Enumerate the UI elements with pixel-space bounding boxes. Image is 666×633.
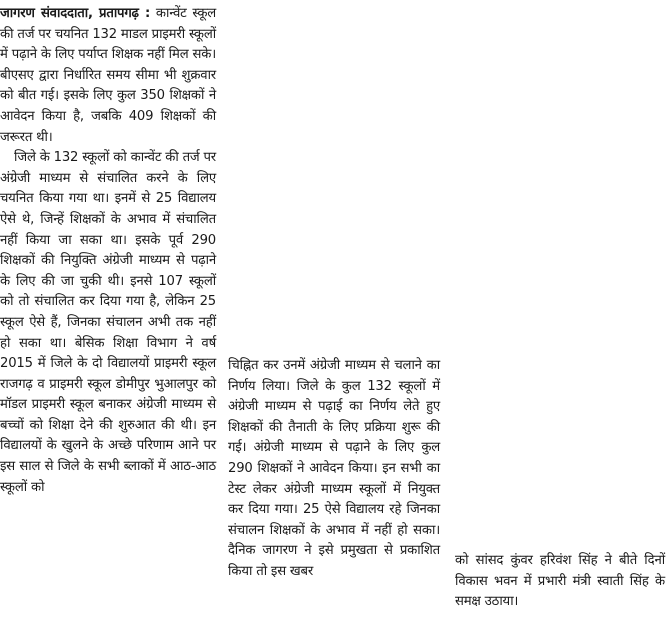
article-paragraph-3: चिह्नित कर उनमें अंग्रेजी माध्यम से चलाने का निर्णय लिया। जिले के कुल 132 स्कूलों में अंग्रेजी माध्यम से पढ़ाई का निर्णय लेते हुए शिक्षकों की तैनाती के लिए प्रक्रिया शुरू की गई। अंग्रेजी माध्यम से पढ़ाने के लिए कुल 290 शिक्षकों ने आवेदन किया। इन सभी का टेस्ट लेकर अंग्रेजी माध्यम स्कूलों में नियुक्त कर दिया गया। 25 ऐसे विद्यालय रहे जिनका संचालन शिक्षकों के अभाव में नहीं हो सका। दैनिक जागरण ने इसे प्रमुखता से प्रकाशित किया तो इस खबर <box>228 358 440 579</box>
article-column-1 <box>0 4 216 498</box>
article-paragraph-1 <box>0 4 216 148</box>
article-paragraph-4: को सांसद कुंवर हरिवंश सिंह ने बीते दिनों विकास भवन में प्रभारी मंत्री स्वाती सिंह के समक्ष उठाया। <box>455 553 665 610</box>
dateline: जागरण संवाददाता, प्रतापगढ़ : <box>0 6 151 21</box>
article-column-3 <box>455 551 665 613</box>
article-paragraph-2: जिले के 132 स्कूलों को कान्वेंट की तर्ज पर अंग्रेजी माध्यम से संचालित करने के लिए चयनित किया गया था। इनमें से 25 विद्यालय ऐसे थे, जिन्हें शिक्षकों के अभाव में संचालित नहीं किया जा सका था। इसके पूर्व 290 शिक्षकों की नियुक्ति अंग्रेजी माध्यम से पढ़ाने के लिए की जा चुकी थी। इनसे 107 स्कूलों को तो संचालित कर दिया गया है, लेकिन 25 स्कूल ऐसे हैं, जिनका संचालन अभी तक नहीं हो सका था। बेसिक शिक्षा विभाग ने वर्ष 2015 में जिले के दो विद्यालयों प्राइमरी स्कूल राजगढ़ व प्राइमरी स्कूल डोमीपुर भुआलपुर को मॉडल प्राइमरी स्कूल बनाकर अंग्रेजी माध्यम से बच्चों को शिक्षा देने की शुरुआत की थी। इन विद्यालयों के खुलने के अच्छे परिणाम आने पर इस साल से जिले के सभी ब्लाकों में आठ-आठ स्कूलों को <box>0 150 216 495</box>
paragraph-1-text: कान्वेंट स्कूल की तर्ज पर चयनित 132 माडल प्राइमरी स्कूलों में पढ़ाने के लिए पर्याप्त शिक्षक नहीं मिल सके। बीएसए द्वारा निर्धारित समय सीमा भी शुक्रवार को बीत गई। इसके लिए कुल 350 शिक्षकों ने आवेदन किया है, जबकि 409 शिक्षकों की जरूरत थी। <box>0 6 216 145</box>
article-column-2 <box>228 356 440 583</box>
